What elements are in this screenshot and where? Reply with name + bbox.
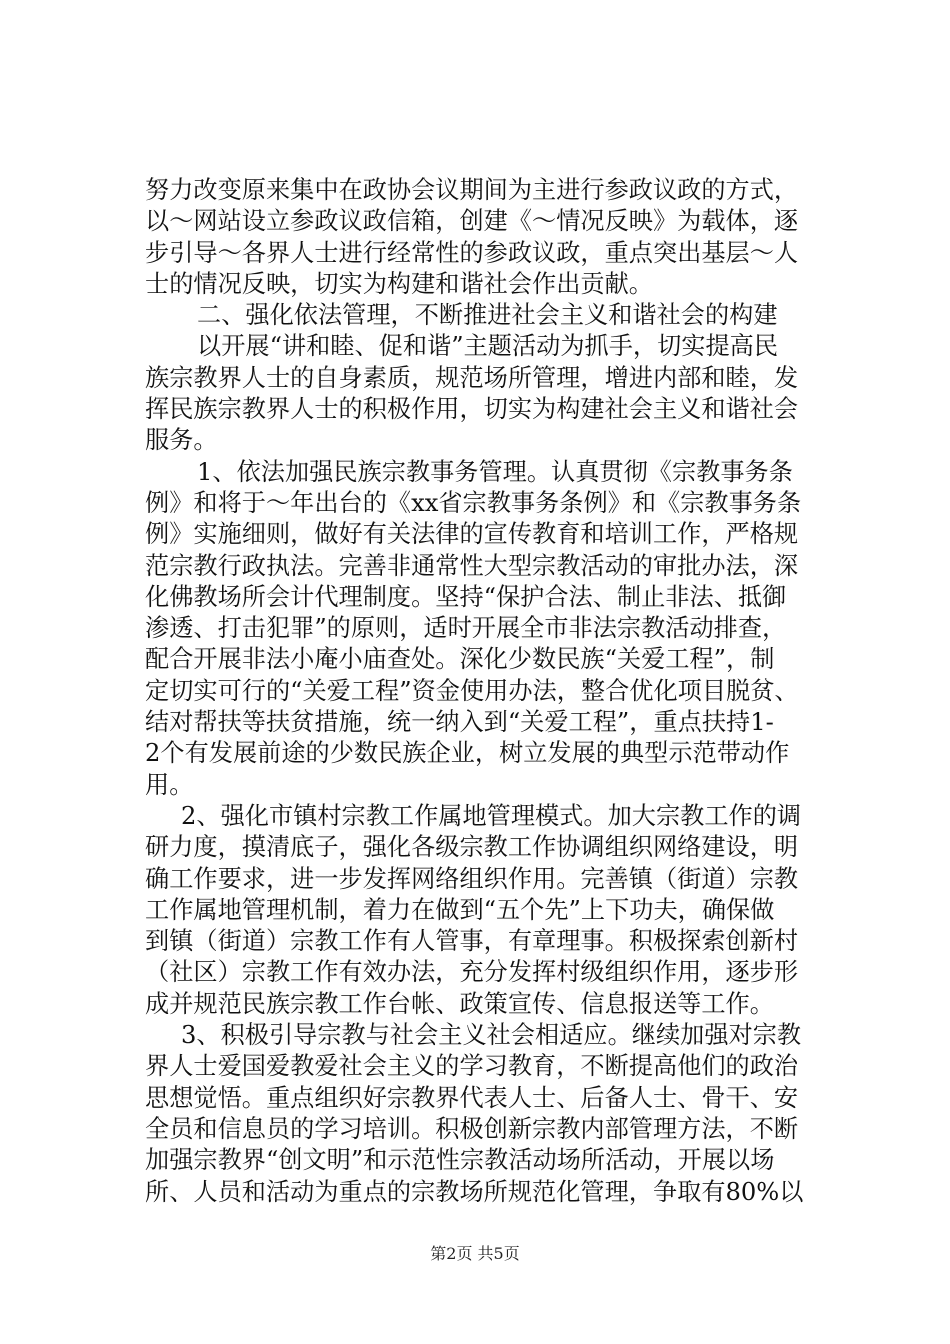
text-line: 以～网站设立参政议政信箱，创建《～情况反映》为载体，逐 (145, 207, 799, 236)
text-line: 族宗教界人士的自身素质，规范场所管理，增进内部和睦，发 (145, 363, 799, 392)
text-line: 定切实可行的“关爱工程”资金使用办法，整合优化项目脱贫、 (145, 676, 799, 705)
text-line: 成并规范民族宗教工作台帐、政策宣传、信息报送等工作。 (145, 989, 774, 1018)
text-line: 界人士爱国爱教爱社会主义的学习教育，不断提高他们的政治 (145, 1052, 799, 1081)
text-line: 思想觉悟。重点组织好宗教界代表人士、后备人士、骨干、安 (145, 1083, 799, 1112)
text-line: 全员和信息员的学习培训。积极创新宗教内部管理方法，不断 (145, 1114, 799, 1143)
section-heading: 二、强化依法管理，不断推进社会主义和谐社会的构建 (197, 301, 778, 330)
text-line: 配合开展非法小庵小庙查处。深化少数民族“关爱工程”，制 (145, 645, 775, 674)
text-line: 化佛教场所会计代理制度。坚持“保护合法、制止非法、抵御 (145, 582, 787, 611)
text-line: 确工作要求，进一步发挥网络组织作用。完善镇（街道）宗教 (145, 864, 799, 893)
text-line: 例》实施细则，做好有关法律的宣传教育和培训工作，严格规 (145, 520, 799, 549)
text-line: 范宗教行政执法。完善非通常性大型宗教活动的审批办法，深 (145, 551, 799, 580)
text-line: 3、积极引导宗教与社会主义社会相适应。继续加强对宗教 (181, 1021, 802, 1050)
text-line: 加强宗教界“创文明”和示范性宗教活动场所活动，开展以场 (145, 1146, 775, 1175)
text-line: 士的情况反映，切实为构建和谐社会作出贡献。 (145, 269, 653, 298)
text-line: 到镇（街道）宗教工作有人管事，有章理事。积极探索创新村 (145, 927, 799, 956)
text-line: 步引导～各界人士进行经常性的参政议政，重点突出基层～人 (145, 238, 799, 267)
text-line: 研力度，摸清底子，强化各级宗教工作协调组织网络建设，明 (145, 833, 799, 862)
text-line: 努力改变原来集中在政协会议期间为主进行参政议政的方式， (145, 176, 799, 204)
page-number-footer: 第2页 共5页 (430, 1244, 520, 1263)
text-line: 服务。 (145, 426, 218, 455)
text-line: 1、依法加强民族宗教事务管理。认真贯彻《宗教事务条 (197, 457, 793, 486)
body-text (145, 175, 835, 1208)
text-line: 挥民族宗教界人士的积极作用，切实为构建社会主义和谐社会 (145, 395, 799, 424)
text-line: 所、人员和活动为重点的宗教场所规范化管理，争取有80%以 (145, 1177, 804, 1206)
text-line: 工作属地管理机制，着力在做到“五个先”上下功夫，确保做 (145, 895, 775, 924)
text-line: 结对帮扶等扶贫措施，统一纳入到“关爱工程”，重点扶持1- (145, 708, 774, 737)
text-line: 例》和将于～年出台的《xx省宗教事务条例》和《宗教事务条 (145, 488, 802, 517)
text-line: 以开展“讲和睦、促和谐”主题活动为抓手，切实提高民 (197, 332, 779, 361)
text-line: 2个有发展前途的少数民族企业，树立发展的典型示范带动作 (145, 739, 790, 768)
text-line: 用。 (145, 770, 194, 799)
text-line: 2、强化市镇村宗教工作属地管理模式。加大宗教工作的调 (181, 801, 802, 830)
text-line: （社区）宗教工作有效办法，充分发挥村级组织作用，逐步形 (145, 958, 799, 987)
text-line: 渗透、打击犯罪”的原则，适时开展全市非法宗教活动排查， (145, 614, 787, 643)
